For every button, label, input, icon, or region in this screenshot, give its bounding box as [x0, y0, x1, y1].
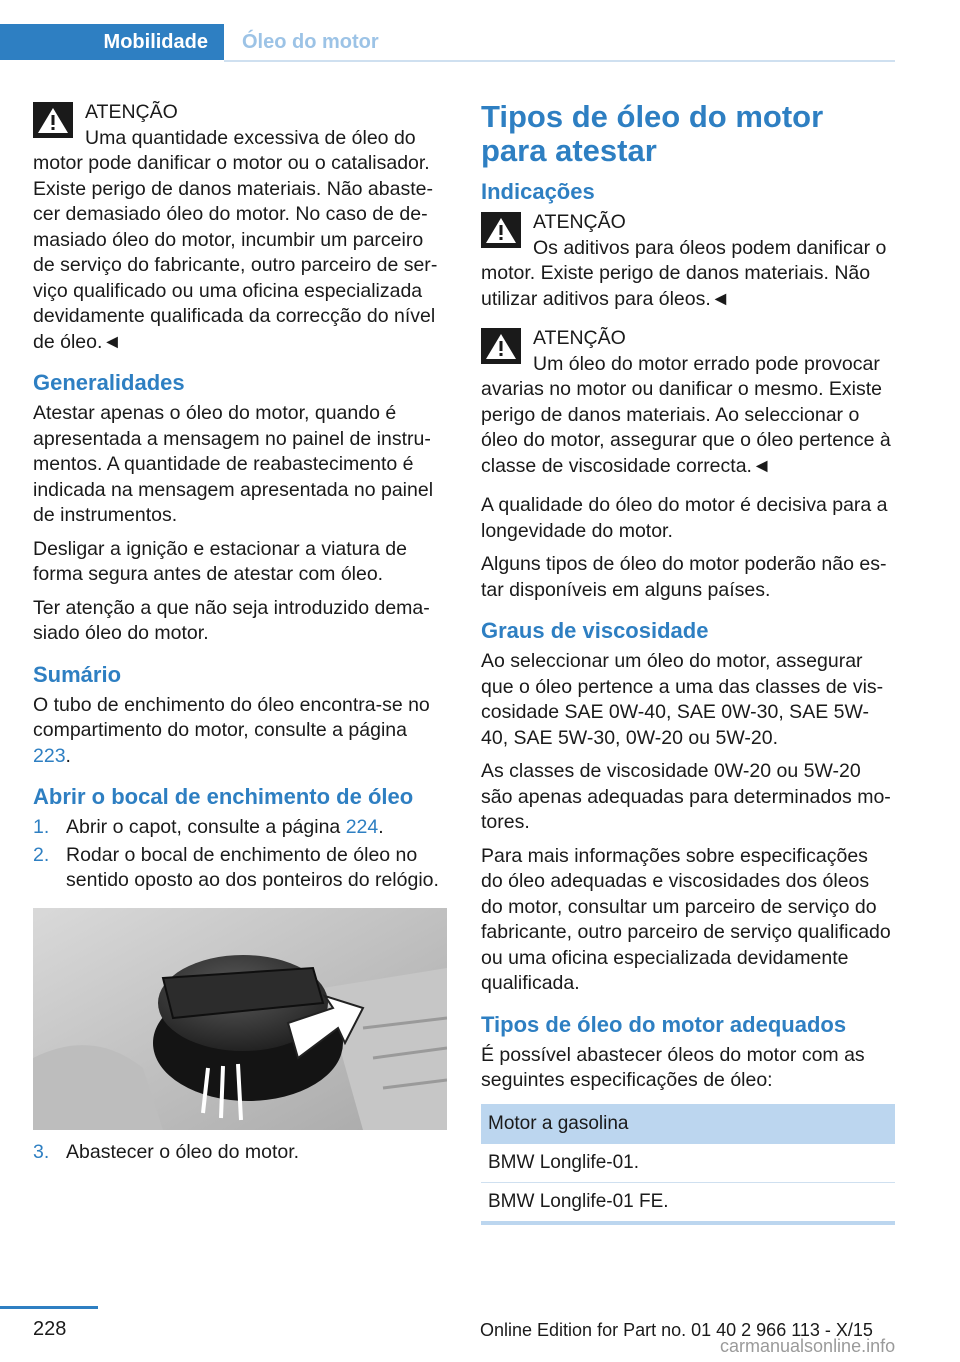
warning-text: avarias no motor ou danificar o mesmo. Existe perigo de danos materiais. Ao seleccionar o óleo do motor, assegurar que o óleo pertence à classe de viscosidade correcta.◄	[481, 378, 891, 477]
heading-generalidades: Generalidades	[33, 370, 185, 395]
edition-note: Online Edition for Part no. 01 40 2 966 113 - X/15	[480, 1320, 873, 1340]
warning-first-line: Uma quantidade excessiva de óleo do	[85, 126, 416, 149]
paragraph: As classes de viscosidade 0W-20 ou 5W-20 são apenas adequadas para determinados motores.	[481, 760, 891, 833]
paragraph: Alguns tipos de óleo do motor poderão não estar disponíveis em alguns países.	[481, 553, 887, 601]
sumario-suffix: .	[65, 744, 71, 767]
paragraph: Ter atenção a que não seja introduzido demasiado óleo do motor.	[33, 596, 430, 644]
table-row: BMW Longlife-01.	[481, 1144, 895, 1183]
step-text: Rodar o bocal de enchimento de óleo no sentido oposto ao dos ponteiros do relógio.	[66, 843, 439, 891]
warning-text: motor. Existe perigo de danos materiais. Não utilizar aditivos para óleos.◄	[481, 262, 871, 310]
step1-suffix: .	[378, 816, 384, 838]
warning-triangle-icon	[481, 212, 521, 248]
heading-oleos-adequados: Tipos de óleo do motor adequados	[481, 1011, 847, 1037]
left-column	[33, 100, 447, 1175]
paragraph: Ao seleccionar um óleo do motor, assegurar que o óleo pertence a uma das classes de viscosidade SAE 0W-40, SAE 0W-30, SAE 5W-40, SAE 5W-30, 0W-20 ou 5W-20.	[481, 650, 884, 749]
paragraph: Para mais informações sobre especificações do óleo adequadas e viscosidades dos óleos do motor, consultar um parceiro de serviço do fabricante, outro parceiro de serviço qualificado ou uma oficina especializada devidamente qualificada.	[481, 844, 891, 994]
section-tab: Mobilidade	[0, 24, 224, 60]
right-column	[481, 100, 895, 1225]
warning-block	[33, 100, 447, 355]
step-text: Abastecer o óleo do motor.	[66, 1140, 300, 1163]
page-link-223[interactable]: 223	[33, 744, 66, 767]
oil-cap-illustration	[33, 908, 447, 1130]
heading-abrir-bocal: Abrir o bocal de enchimento de óleo	[33, 784, 414, 809]
paragraph: Desligar a ignição e estacionar a viatura de forma segura antes de atestar com óleo.	[33, 537, 407, 585]
step-number: 1.	[33, 816, 50, 838]
warning-triangle-icon	[481, 328, 521, 364]
sumario-paragraph	[33, 693, 447, 770]
warning-title: ATENÇÃO	[533, 327, 626, 349]
heading-viscosidade: Graus de viscosidade	[481, 618, 709, 643]
warning-title: ATENÇÃO	[85, 101, 178, 123]
watermark: carmanualsonline.info	[720, 1336, 896, 1356]
list-item	[33, 843, 447, 894]
topic-tab: Óleo do motor	[242, 30, 379, 53]
table-row: BMW Longlife-01 FE.	[488, 1190, 669, 1212]
warning-title: ATENÇÃO	[533, 211, 626, 233]
heading-indicacoes: Indicações	[481, 179, 595, 204]
page-header	[0, 0, 895, 62]
page-link-224[interactable]: 224	[345, 816, 379, 838]
footer-rule	[0, 1306, 98, 1309]
step-number: 2.	[33, 843, 50, 866]
oil-spec-table	[481, 1104, 895, 1225]
step-number: 3.	[33, 1140, 50, 1163]
list-item	[33, 815, 447, 841]
paragraph: Atestar apenas o óleo do motor, quando é apresentada a mensagem no painel de instrumentos. A quantidade de reabastecimento é indicada na mensagem apresentada no painel de instrumentos.	[33, 402, 434, 526]
warning-text: motor pode danificar o motor ou o catalisador. Existe perigo de danos materiais. Não abastecer demasiado óleo do motor. No caso de demasiado óleo do motor, incumbir um parceiro de serviço do fabricante, outro parceiro de serviço qualificado ou uma oficina especializada devidamente qualificada da correcção do nível de óleo.◄	[33, 152, 438, 353]
heading-sumario: Sumário	[33, 661, 122, 687]
paragraph: A qualidade do óleo do motor é decisiva para a longevidade do motor.	[481, 494, 888, 542]
step1-text: Abrir o capot, consulte a página	[66, 816, 346, 838]
steps-list	[33, 815, 447, 894]
warning-triangle-icon	[33, 102, 73, 138]
step-text	[66, 815, 447, 841]
warning-block	[481, 326, 895, 479]
paragraph: É possível abastecer óleos do motor com as seguintes especificações de óleo:	[481, 1043, 865, 1091]
warning-first-line: Os aditivos para óleos podem danificar o	[533, 236, 887, 259]
list-item	[33, 1140, 447, 1166]
page-title: Tipos de óleo do motor para atestar	[481, 99, 824, 168]
sumario-text: O tubo de enchimento do óleo encontra-se no compartimento do motor, consulte a página	[33, 693, 430, 741]
header-rule	[224, 60, 895, 62]
steps-list-continued	[33, 1140, 447, 1166]
warning-first-line: Um óleo do motor errado pode provocar	[533, 352, 880, 375]
oil-cap-photo	[33, 908, 447, 1130]
table-header: Motor a gasolina	[481, 1104, 895, 1144]
warning-block	[481, 210, 895, 312]
page-number: 228	[33, 1318, 67, 1340]
